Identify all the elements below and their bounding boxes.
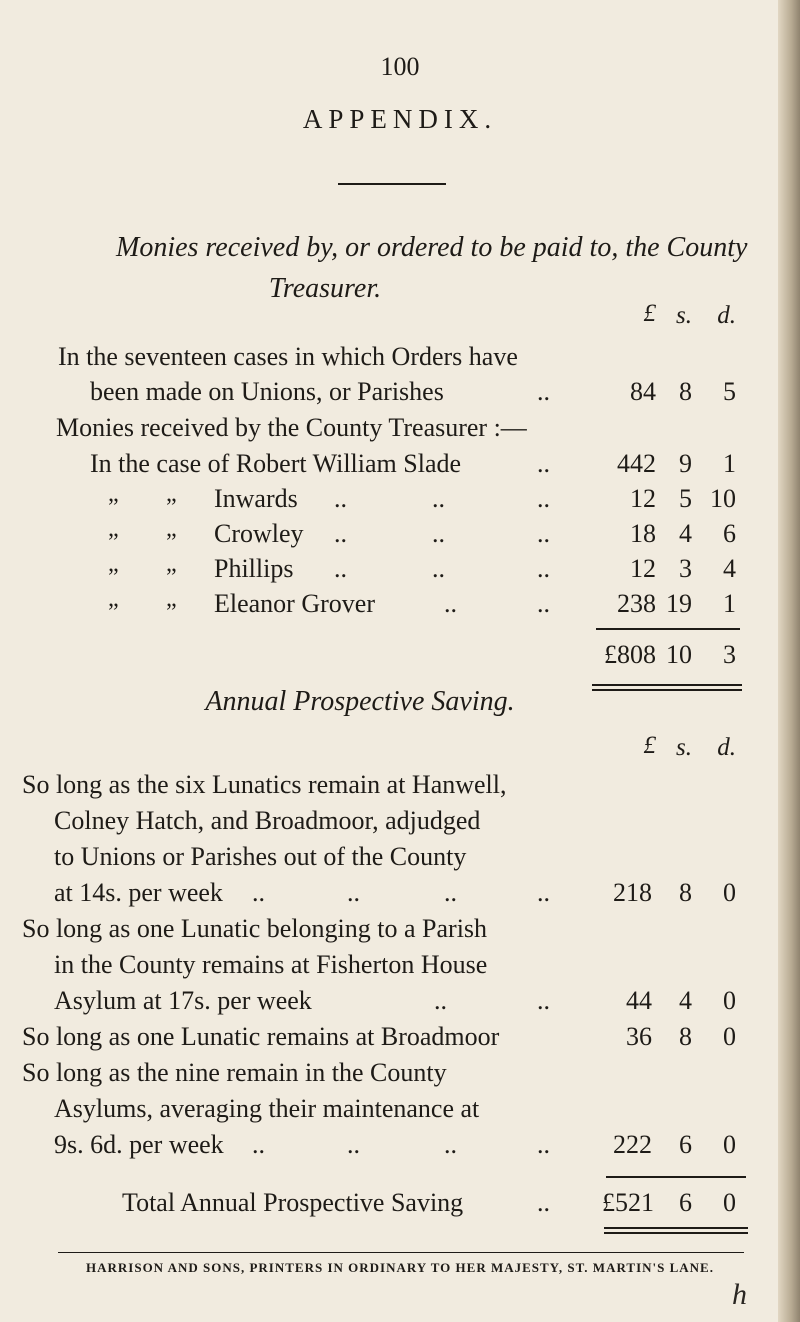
section1-title-line2: Treasurer.: [268, 273, 382, 304]
saving-line: Asylums, averaging their maintenance at: [54, 1094, 480, 1123]
intro-line-1: In the seventeen cases in which Orders have: [58, 342, 518, 371]
row-label: Eleanor Grover: [214, 589, 375, 618]
saving-line: So long as the nine remain in the County: [22, 1058, 447, 1087]
ditto-mark: „: [108, 586, 119, 612]
header-pence: d.: [717, 302, 736, 329]
total-shillings: 10: [666, 640, 692, 669]
saving-pounds: 44: [626, 986, 652, 1015]
row-shillings: 19: [666, 589, 692, 618]
header-shillings: s.: [676, 302, 692, 329]
leader-dots: ..: [537, 519, 550, 548]
saving-shillings: 6: [679, 1130, 692, 1159]
row-pounds: 18: [630, 519, 656, 548]
row-label: Phillips: [214, 554, 294, 583]
leader-dots: ..: [537, 1188, 550, 1217]
intro-pounds: 84: [630, 377, 656, 406]
page-number: 100: [380, 52, 420, 81]
header-pounds: £: [643, 732, 656, 759]
leader-dots: ..: [334, 484, 347, 513]
header-pence: d.: [717, 734, 736, 761]
saving-shillings: 8: [679, 878, 692, 907]
appendix-heading: APPENDIX.: [302, 104, 498, 134]
saving-pounds: 36: [626, 1022, 652, 1051]
total-saving-label: Total Annual Prospective Saving: [122, 1188, 464, 1217]
leader-dots: ..: [537, 878, 550, 907]
saving-line: in the County remains at Fisherton House: [54, 950, 488, 979]
saving-pence: 0: [723, 986, 736, 1015]
row-label: In the case of Robert William Slade: [90, 449, 462, 478]
intro-line-2: been made on Unions, or Parishes: [90, 377, 444, 406]
row-pounds: 238: [617, 589, 656, 618]
saving-line: at 14s. per week: [54, 878, 223, 907]
total-saving-double-rule-top: [604, 1227, 748, 1229]
section1-title-line1: Monies received by, or ordered to be paid to, the County: [116, 232, 748, 263]
saving-line: So long as one Lunatic belonging to a Parish: [22, 914, 488, 943]
leader-dots: ..: [252, 1130, 265, 1159]
saving-pence: 0: [723, 878, 736, 907]
saving-pence: 0: [723, 1130, 736, 1159]
row-pounds: 12: [630, 554, 656, 583]
row-label: Inwards: [214, 484, 298, 513]
leader-dots: ..: [347, 878, 360, 907]
row-pence: 1: [723, 449, 736, 478]
ditto-mark: „: [166, 481, 177, 507]
footer-rule: [58, 1252, 744, 1253]
row-shillings: 4: [679, 519, 692, 548]
row-pence: 4: [723, 554, 736, 583]
leader-dots: ..: [334, 554, 347, 583]
leader-dots: ..: [252, 878, 265, 907]
leader-dots: ..: [432, 484, 445, 513]
row-shillings: 9: [679, 449, 692, 478]
leader-dots: ..: [537, 377, 550, 406]
total-saving-pounds: £521: [602, 1188, 654, 1217]
saving-line: Asylum at 17s. per week: [54, 986, 312, 1015]
header-pounds: £: [643, 300, 656, 327]
total-saving-pence: 0: [723, 1188, 736, 1217]
leader-dots: ..: [537, 554, 550, 583]
intro-pence: 5: [723, 377, 736, 406]
leader-dots: ..: [537, 484, 550, 513]
total-saving-double-rule-bottom: [604, 1232, 748, 1234]
total-pence: 3: [723, 640, 736, 669]
ditto-mark: „: [108, 551, 119, 577]
saving-pounds: 222: [613, 1130, 652, 1159]
row-shillings: 3: [679, 554, 692, 583]
ditto-mark: „: [108, 481, 119, 507]
leader-dots: ..: [347, 1130, 360, 1159]
row-shillings: 5: [679, 484, 692, 513]
total-saving-shillings: 6: [679, 1188, 692, 1217]
ditto-mark: „: [166, 516, 177, 542]
saving-pounds: 218: [613, 878, 652, 907]
leader-dots: ..: [444, 1130, 457, 1159]
row-pence: 1: [723, 589, 736, 618]
leader-dots: ..: [537, 589, 550, 618]
saving-line: So long as the six Lunatics remain at Hanwell,: [22, 770, 507, 799]
row-pounds: 442: [617, 449, 656, 478]
saving-line: So long as one Lunatic remains at Broadmoor: [22, 1022, 500, 1051]
row-pence: 6: [723, 519, 736, 548]
subtotal-rule: [596, 628, 740, 630]
leader-dots: ..: [334, 519, 347, 548]
printer-imprint: HARRISON AND SONS, PRINTERS IN ORDINARY TO HER MAJESTY, ST. MARTIN'S LANE.: [86, 1260, 714, 1275]
saving-line: Colney Hatch, and Broadmoor, adjudged: [54, 806, 481, 835]
section2-title: Annual Prospective Saving.: [205, 686, 515, 717]
saving-pence: 0: [723, 1022, 736, 1051]
saving-line: 9s. 6d. per week: [54, 1130, 224, 1159]
saving-subtotal-rule: [606, 1176, 746, 1178]
saving-shillings: 8: [679, 1022, 692, 1051]
row-pounds: 12: [630, 484, 656, 513]
page-edge: [778, 0, 800, 1322]
leader-dots: ..: [434, 986, 447, 1015]
leader-dots: ..: [537, 986, 550, 1015]
row-label: Crowley: [214, 519, 304, 548]
total-pounds: £808: [604, 640, 656, 669]
leader-dots: ..: [444, 878, 457, 907]
intro-shillings: 8: [679, 377, 692, 406]
saving-line: to Unions or Parishes out of the County: [54, 842, 467, 871]
handwritten-mark: h: [732, 1278, 747, 1311]
leader-dots: ..: [444, 589, 457, 618]
saving-shillings: 4: [679, 986, 692, 1015]
received-heading: Monies received by the County Treasurer :—: [56, 413, 527, 442]
ditto-mark: „: [166, 551, 177, 577]
leader-dots: ..: [537, 449, 550, 478]
leader-dots: ..: [432, 554, 445, 583]
ditto-mark: „: [108, 516, 119, 542]
leader-dots: ..: [537, 1130, 550, 1159]
row-pence: 10: [710, 484, 736, 513]
heading-rule: [338, 183, 446, 185]
header-shillings: s.: [676, 734, 692, 761]
ditto-mark: „: [166, 586, 177, 612]
leader-dots: ..: [432, 519, 445, 548]
